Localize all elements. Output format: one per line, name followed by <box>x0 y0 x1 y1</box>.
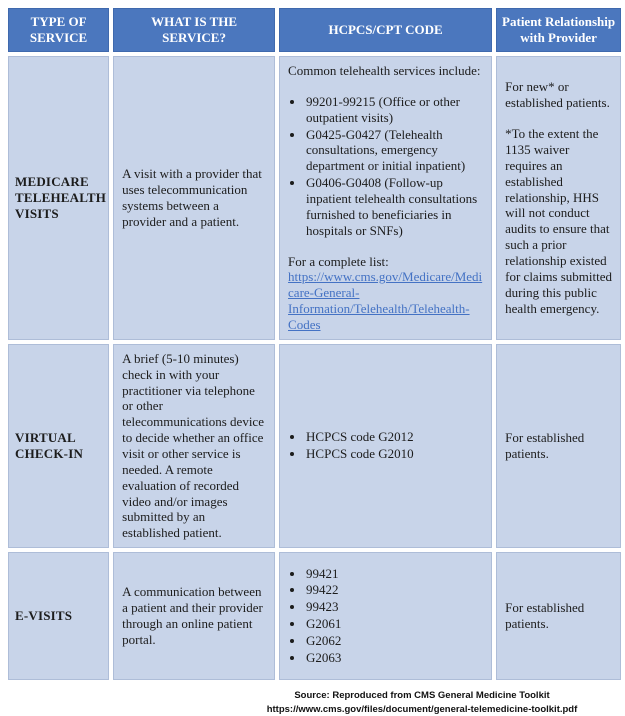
telehealth-services-table <box>4 4 625 684</box>
codes-list <box>288 429 483 462</box>
code-list-item: • G2062 <box>305 633 483 649</box>
service-type-cell <box>8 552 109 680</box>
service-description-text: A communication between a patient and their provider through an online patient portal. <box>122 584 263 648</box>
code-list-item: • 99201-99215 (Office or other outpatient visits) <box>305 94 483 126</box>
table-row-e-visits <box>8 552 621 680</box>
source-line-1: Source: Reproduced from CMS General Medicine Toolkit <box>294 690 550 702</box>
header-what-is-the-service: WHAT IS THE SERVICE? <box>113 8 275 52</box>
relationship-note-text: *To the extent the 1135 waiver requires an established relationship, HHS will not conduct audits to ensure that such a prior relationship existed for claims submitted during this public health emergency. <box>505 126 613 316</box>
code-list-item: • G2063 <box>305 650 483 666</box>
codes-intro-text: Common telehealth services include: <box>288 63 481 78</box>
code-list-item: • HCPCS code G2012 <box>305 429 483 445</box>
codes-list <box>288 566 483 666</box>
code-list-item: • G0425-G0427 (Telehealth consultations, emergency department or initial inpatient) <box>305 127 483 175</box>
header-type-of-service: TYPE OF SERVICE <box>8 8 109 52</box>
codes-footer-text: For a complete list: <box>288 253 389 269</box>
header-row <box>8 8 621 52</box>
relationship-text: For established patients. <box>505 600 585 632</box>
codes-list <box>288 94 483 239</box>
service-type-cell <box>8 56 109 340</box>
service-description-text: A visit with a provider that uses telecommunication systems between a provider and a patient. <box>122 166 262 229</box>
codes-cell <box>279 56 492 340</box>
codes-cell <box>279 344 492 548</box>
service-type-label: VIRTUAL CHECK-IN <box>15 430 84 462</box>
code-list-item: • G0406-G0408 (Follow-up inpatient telehealth consultations furnished to beneficiaries in hospitals or SNFs) <box>305 175 483 238</box>
relationship-text: For established patients. <box>505 430 585 462</box>
header-hcpcs-cpt-code: HCPCS/CPT CODE <box>279 8 492 52</box>
codes-cell <box>279 552 492 680</box>
service-description-text: A brief (5-10 minutes) check in with your practitioner via telephone or other telecommunications device to decide whether an office visit or other service is needed. A remote evaluation of recorded video and/or images submitted by an established patient. <box>122 350 264 541</box>
service-description-cell <box>113 552 275 680</box>
source-line-2: https://www.cms.gov/files/document/general-telemedicine-toolkit.pdf <box>266 703 578 715</box>
service-description-cell <box>113 344 275 548</box>
relationship-cell <box>496 344 621 548</box>
code-list-item: • HCPCS code G2010 <box>305 446 483 462</box>
code-list-item: • G2061 <box>305 616 483 632</box>
service-description-cell <box>113 56 275 340</box>
table-row-medicare-telehealth-visits <box>8 56 621 340</box>
relationship-cell <box>496 56 621 340</box>
source-attribution <box>227 689 617 716</box>
service-type-cell <box>8 344 109 548</box>
header-patient-relationship: Patient Relationship with Provider <box>496 8 621 52</box>
service-type-label: MEDICARE TELEHEALTH VISITS <box>15 174 107 221</box>
code-list-item: • 99423 <box>305 599 483 615</box>
code-list-item: • 99421 <box>305 566 483 582</box>
telehealth-codes-link[interactable]: https://www.cms.gov/Medicare/Medicare-General-Information/Telehealth/Telehealth-Codes <box>288 269 483 333</box>
relationship-cell <box>496 552 621 680</box>
relationship-text: For new* or established patients. <box>505 79 610 111</box>
code-list-item: • 99422 <box>305 582 483 598</box>
telehealth-services-table-page <box>0 4 625 715</box>
table-row-virtual-check-in <box>8 344 621 548</box>
service-type-label: E-VISITS <box>15 608 73 624</box>
